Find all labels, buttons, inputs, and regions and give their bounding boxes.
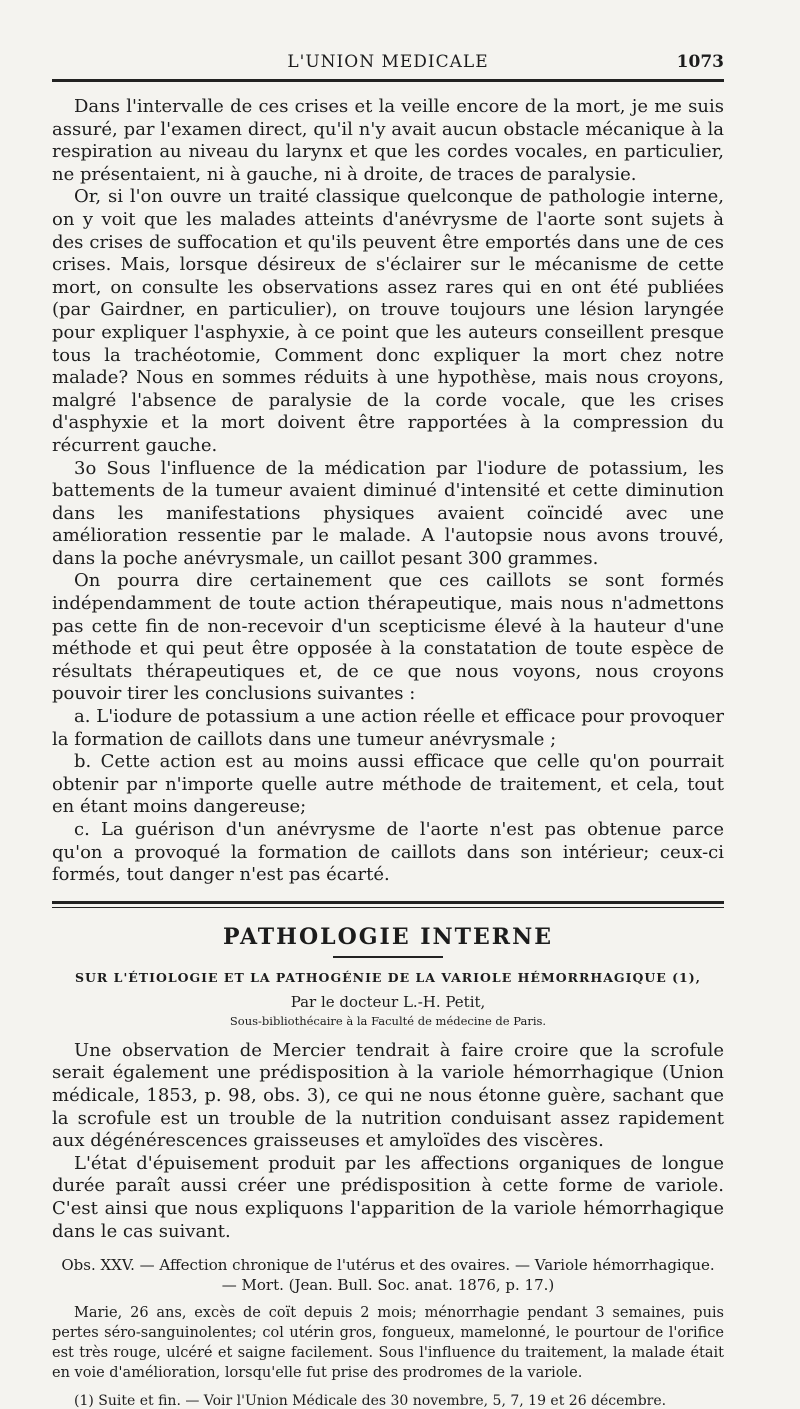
running-title: L'UNION MEDICALE [287,52,489,72]
header-rule [52,79,724,82]
footnote: (1) Suite et fin. — Voir l'Union Médicale des 30 novembre, 5, 7, 19 et 26 décembre. [74,1393,667,1409]
page-number: 1073 [676,52,724,72]
section-title: PATHOLOGIE INTERNE [223,923,553,950]
article-body [52,1040,724,1243]
paragraph: 3o Sous l'influence de la médication par l'iodure de potassium, les battements de la tumeur avaient diminué d'intensité et cette diminution dans les manifestations physiques avaient coïncidé avec une amélioration ressentie par le malade. A l'autopsie nous avons trouvé, dans la poche anévrysmale, un caillot pesant 300 grammes. [52,457,724,569]
title-underline [333,956,443,958]
paragraph: Une observation de Mercier tendrait à faire croire que la scrofule serait également une prédisposition à la variole hémorrhagique (Union médicale, 1853, p. 98, obs. 3), ce qui ne nous étonne guère, sachant que la scrofule est un trouble de la nutrition conduisant assez rapidement aux dégénérescences graisseuses et amyloïdes des viscères. [52,1039,724,1152]
author-affiliation: Sous-bibliothécaire à la Faculté de médecine de Paris. [229,1013,547,1028]
paragraph: Or, si l'on ouvre un traité classique quelconque de pathologie interne, on y voit que les malades atteints d'anévrysme de l'aorte sont sujets à des crises de suffocation et qu'ils peuvent être emportés dans une de ces crises. Mais, lorsque désireux de s'éclairer sur le mécanisme de cette mort, on consulte les observations assez rares qui en ont été publiées (par Gairdner, en particulier), on trouve toujours une lésion laryngée pour expliquer l'asphyxie, à ce point que les auteurs conseillent presque tous la trachéotomie, Comment donc expliquer la mort chez notre malade? Nous en sommes réduits à une hypothèse, mais nous croyons, malgré l'absence de paralysie de la corde vocale, que les crises d'asphyxie et la mort doivent être rapportées à la compression du récurrent gauche. [52,186,724,456]
paragraph: Dans l'intervalle de ces crises et la veille encore de la mort, je me suis assuré, par l'examen direct, qu'il n'y avait aucun obstacle mécanique à la respiration au niveau du larynx et que les cordes vocales, en particulier, ne présentaient, ni à gauche, ni à droite, de traces de paralysie. [52,96,724,185]
section-divider [52,901,724,908]
page-header [52,0,724,82]
conclusion-b: b. Cette action est au moins aussi efficace que celle qu'on pourrait obtenir par n'importe quelle autre méthode de traitement, et cela, tout en étant moins dangereuse; [52,751,724,818]
observation-body: Marie, 26 ans, excès de coït depuis 2 mois; ménorrhagie pendant 3 semaines, puis pertes séro-sanguinolentes; col utérin gros, fongueux, mamelonné, le pourtour de l'orifice est très rouge, ulcéré et saigne facilement. Sous l'influence du traitement, la malade était en voie d'amélioration, lorsqu'elle fut prise des prodromes de la variole. [52,1305,724,1382]
previous-article-body [52,96,724,887]
conclusion-c: c. La guérison d'un anévrysme de l'aorte n'est pas obtenue parce qu'on a provoqué la formation de caillots dans son intérieur; ceux-ci formés, tout danger n'est pas écarté. [52,819,724,886]
observation-title: Obs. XXV. — Affection chronique de l'utérus et des ovaires. — Variole hémorrhagique. — Mort. (Jean. Bull. Soc. anat. 1876, p. 17.) [61,1256,715,1295]
paragraph: On pourra dire certainement que ces caillots se sont formés indépendamment de toute action thérapeutique, mais nous n'admettons pas cette fin de non-recevoir d'un scepticisme élevé à la hauteur d'une méthode et qui peut être opposée à la constatation de toute espèce de résultats thérapeutiques et, de ce que nous voyons, nous croyons pouvoir tirer les conclusions suivantes : [52,570,724,705]
paragraph: L'état d'épuisement produit par les affections organiques de longue durée paraît aussi créer une prédisposition à cette forme de variole. C'est ainsi que nous expliquons l'apparition de la variole hémorrhagique dans le cas suivant. [52,1152,724,1242]
author-byline: Par le docteur L.-H. Petit, [290,992,486,1011]
article-title: SUR L'ÉTIOLOGIE ET LA PATHOGÉNIE DE LA VARIOLE HÉMORRHAGIQUE (1), [74,969,701,985]
conclusion-a: a. L'iodure de potassium a une action réelle et efficace pour provoquer la formation de caillots dans une tumeur anévrysmale ; [52,706,724,750]
